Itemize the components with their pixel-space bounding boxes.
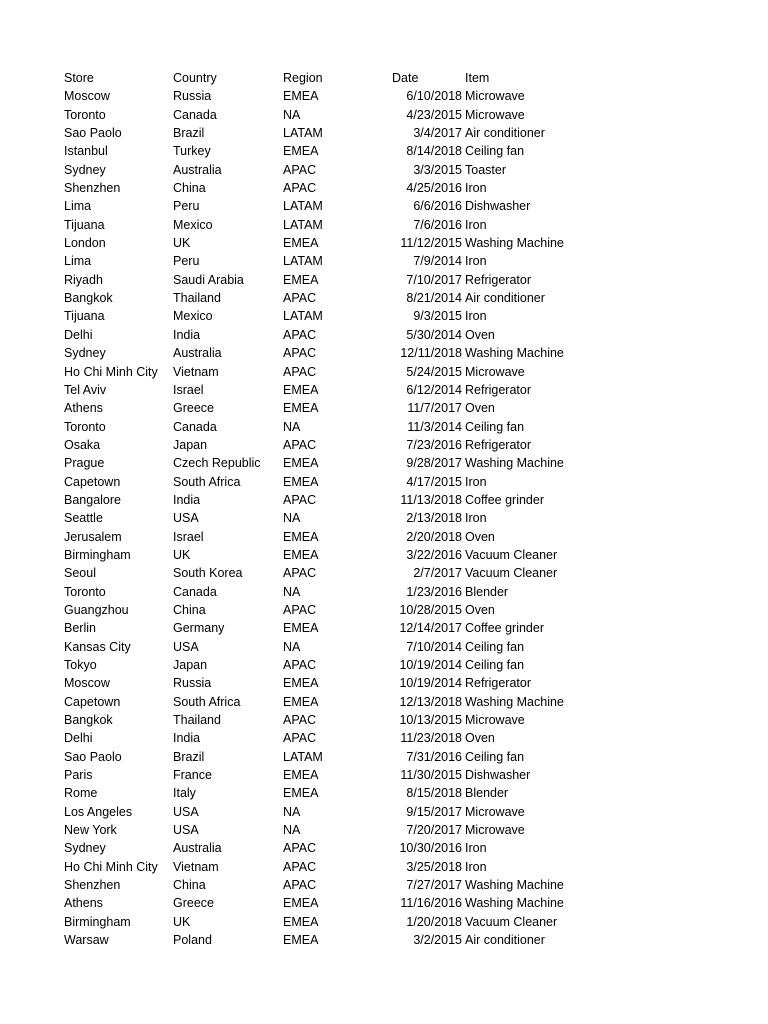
cell-date: 11/7/2017 [407,401,462,416]
cell-region: EMEA [283,529,319,544]
cell-item: Oven [465,529,495,544]
cell-item: Iron [465,859,487,874]
cell-date: 2/7/2017 [413,566,462,581]
cell-region: EMEA [283,89,319,104]
cell-region: EMEA [283,456,319,471]
cell-region: NA [283,584,301,599]
cell-date: 1/20/2018 [406,914,462,929]
cell-store: London [64,236,106,251]
cell-store: Ho Chi Minh City [64,364,158,379]
cell-store: Warsaw [64,933,109,948]
table-row [64,436,624,454]
cell-country: Russia [173,676,212,691]
cell-item: Refrigerator [465,437,531,452]
table-row [64,711,624,729]
cell-country: Israel [173,382,204,397]
cell-item: Microwave [465,713,525,728]
cell-region: NA [283,639,301,654]
cell-item: Iron [465,511,487,526]
cell-region: EMEA [283,933,319,948]
cell-store: Toronto [64,584,106,599]
table-row [64,106,624,124]
cell-item: Vacuum Cleaner [465,547,558,562]
table-row [64,307,624,325]
cell-region: LATAM [283,254,323,269]
cell-country: France [173,768,212,783]
cell-country: Greece [173,896,214,911]
cell-item: Microwave [465,823,525,838]
table-row [64,509,624,527]
table-row [64,344,624,362]
cell-date: 9/28/2017 [406,456,462,471]
cell-item: Washing Machine [465,236,564,251]
table-row [64,418,624,436]
cell-item: Microwave [465,89,525,104]
cell-region: EMEA [283,236,319,251]
header-date: Date [392,71,419,85]
cell-date: 7/23/2016 [406,437,462,452]
cell-country: India [173,492,201,507]
table-row [64,619,624,637]
cell-store: New York [64,823,117,838]
cell-date: 6/10/2018 [406,89,462,104]
cell-date: 3/3/2015 [413,162,462,177]
cell-item: Dishwasher [465,199,531,214]
cell-country: Poland [173,933,212,948]
cell-country: India [173,731,201,746]
cell-country: UK [173,547,191,562]
table-row [64,142,624,160]
cell-country: Mexico [173,217,213,232]
cell-country: China [173,602,206,617]
cell-region: EMEA [283,547,319,562]
cell-store: Toronto [64,419,106,434]
cell-item: Oven [465,401,495,416]
cell-store: Birmingham [64,547,131,562]
cell-store: Delhi [64,731,93,746]
table-row [64,656,624,674]
cell-item: Oven [465,327,495,342]
cell-country: Greece [173,401,214,416]
table-row [64,564,624,582]
cell-date: 2/13/2018 [406,511,462,526]
cell-store: Sydney [64,346,106,361]
cell-country: China [173,878,206,893]
header-country: Country [173,71,217,85]
cell-country: Turkey [173,144,211,159]
cell-region: EMEA [283,474,319,489]
cell-date: 11/23/2018 [400,731,462,746]
cell-region: LATAM [283,749,323,764]
cell-country: Australia [173,346,222,361]
cell-region: EMEA [283,144,319,159]
cell-store: Tel Aviv [64,382,107,397]
table-row [64,876,624,894]
cell-country: Russia [173,89,212,104]
sales-table [64,69,624,950]
cell-country: China [173,181,206,196]
cell-date: 8/14/2018 [406,144,462,159]
cell-date: 10/19/2014 [399,658,462,672]
cell-item: Vacuum Cleaner [465,566,558,581]
cell-region: APAC [283,841,317,856]
cell-date: 11/12/2015 [400,236,462,251]
table-row [64,583,624,601]
cell-date: 6/12/2014 [406,382,462,397]
cell-date: 4/17/2015 [406,474,462,489]
table-body [64,87,624,949]
cell-item: Ceiling fan [465,419,525,434]
cell-date: 7/10/2014 [406,639,462,654]
cell-country: Thailand [173,291,221,306]
cell-region: APAC [283,327,317,342]
cell-region: EMEA [283,676,319,691]
cell-date: 3/25/2018 [406,859,462,874]
table-row [64,381,624,399]
cell-store: Jerusalem [64,529,122,544]
cell-item: Microwave [465,107,525,122]
cell-item: Iron [465,841,487,856]
table-row [64,894,624,912]
cell-country: Brazil [173,126,205,141]
cell-country: South Africa [173,694,241,709]
cell-date: 4/25/2016 [406,181,462,196]
cell-region: APAC [283,162,317,177]
cell-country: Mexico [173,309,213,324]
cell-store: Moscow [64,676,110,691]
table-row [64,546,624,564]
cell-region: APAC [283,859,317,874]
cell-country: Peru [173,254,200,269]
cell-store: Bangalore [64,492,121,507]
cell-store: Tijuana [64,309,105,324]
cell-country: South Africa [173,474,241,489]
cell-item: Air conditioner [465,291,545,306]
header-item: Item [465,71,490,85]
table-row [64,784,624,802]
cell-item: Iron [465,474,487,489]
cell-item: Refrigerator [465,676,531,691]
cell-region: EMEA [283,272,319,287]
cell-store: Lima [64,254,92,269]
cell-store: Birmingham [64,914,131,929]
cell-store: Berlin [64,621,96,636]
cell-region: APAC [283,878,317,893]
cell-region: LATAM [283,217,323,232]
cell-store: Seoul [64,566,96,581]
cell-store: Athens [64,401,103,416]
cell-country: Vietnam [173,859,219,874]
cell-country: Australia [173,841,222,856]
cell-region: EMEA [283,786,319,801]
cell-store: Los Angeles [64,804,133,819]
cell-store: Riyadh [64,272,103,287]
cell-store: Sao Paolo [64,126,122,141]
cell-date: 7/10/2017 [406,272,462,287]
cell-country: Canada [173,107,217,122]
cell-store: Capetown [64,694,121,709]
cell-item: Oven [465,602,495,617]
cell-region: NA [283,419,301,434]
cell-region: APAC [283,602,317,617]
cell-date: 12/11/2018 [400,346,462,361]
cell-country: Canada [173,419,217,434]
cell-country: South Korea [173,566,243,581]
cell-date: 10/28/2015 [399,602,462,617]
cell-store: Paris [64,768,93,783]
cell-date: 11/16/2016 [400,896,462,911]
cell-store: Tokyo [64,658,97,672]
table-row [64,674,624,692]
cell-store: Shenzhen [64,181,121,196]
cell-store: Kansas City [64,639,131,654]
cell-region: LATAM [283,199,323,214]
cell-date: 10/30/2016 [399,841,462,856]
cell-region: APAC [283,658,317,672]
cell-region: LATAM [283,126,323,141]
cell-date: 3/2/2015 [413,933,462,948]
cell-region: LATAM [283,309,323,324]
cell-region: NA [283,511,301,526]
cell-date: 12/13/2018 [399,694,462,709]
cell-date: 3/22/2016 [406,547,462,562]
cell-country: Vietnam [173,364,219,379]
cell-region: APAC [283,346,317,361]
table-row [64,161,624,179]
table-row [64,473,624,491]
table-row [64,252,624,270]
cell-item: Toaster [465,162,506,177]
cell-store: Rome [64,786,98,801]
cell-country: Israel [173,529,204,544]
cell-region: APAC [283,181,317,196]
cell-date: 4/23/2015 [406,107,462,122]
header-region: Region [283,71,323,85]
table-row [64,179,624,197]
table-row [64,766,624,784]
cell-item: Air conditioner [465,126,545,141]
cell-item: Washing Machine [465,456,564,471]
table-row [64,87,624,105]
cell-item: Vacuum Cleaner [465,914,558,929]
cell-region: EMEA [283,382,319,397]
table-row [64,601,624,619]
cell-date: 6/6/2016 [413,199,462,214]
cell-item: Iron [465,217,487,232]
cell-store: Lima [64,199,92,214]
table-row [64,491,624,509]
table-row [64,216,624,234]
cell-item: Iron [465,181,487,196]
cell-country: Thailand [173,713,221,728]
cell-country: USA [173,804,199,819]
table-row [64,326,624,344]
cell-item: Ceiling fan [465,639,525,654]
cell-store: Delhi [64,327,93,342]
cell-country: Peru [173,199,200,214]
cell-item: Blender [465,786,509,801]
cell-item: Microwave [465,364,525,379]
cell-store: Bangkok [64,713,113,728]
cell-date: 5/24/2015 [406,364,462,379]
table-row [64,399,624,417]
cell-store: Capetown [64,474,121,489]
cell-country: Canada [173,584,217,599]
cell-store: Sao Paolo [64,749,122,764]
cell-store: Bangkok [64,291,113,306]
cell-date: 7/6/2016 [413,217,462,232]
table-row [64,289,624,307]
cell-country: Germany [173,621,225,636]
cell-store: Moscow [64,89,110,104]
cell-country: India [173,327,201,342]
cell-item: Air conditioner [465,933,545,948]
cell-date: 12/14/2017 [399,621,462,636]
cell-country: Australia [173,162,222,177]
cell-country: USA [173,511,199,526]
table-row [64,693,624,711]
cell-item: Dishwasher [465,768,531,783]
cell-item: Refrigerator [465,272,531,287]
table-row [64,821,624,839]
cell-country: Brazil [173,749,205,764]
cell-date: 10/13/2015 [399,713,462,728]
cell-date: 7/31/2016 [406,749,462,764]
cell-item: Ceiling fan [465,144,525,159]
cell-store: Tijuana [64,217,105,232]
cell-country: USA [173,823,199,838]
cell-store: Guangzhou [64,602,129,617]
cell-store: Istanbul [64,144,108,159]
table-row [64,197,624,215]
cell-store: Ho Chi Minh City [64,859,158,874]
header-store: Store [64,71,94,85]
cell-item: Washing Machine [465,878,564,893]
cell-region: APAC [283,437,317,452]
cell-date: 5/30/2014 [406,327,462,342]
cell-region: NA [283,804,301,819]
cell-country: Japan [173,437,208,452]
header-row [64,69,624,87]
cell-item: Blender [465,584,509,599]
cell-date: 3/4/2017 [413,126,462,141]
table-row [64,363,624,381]
cell-item: Ceiling fan [465,749,525,764]
cell-date: 8/21/2014 [406,291,462,306]
table-row [64,839,624,857]
cell-item: Coffee grinder [465,492,544,507]
cell-country: Italy [173,786,196,801]
cell-country: UK [173,236,191,251]
cell-store: Sydney [64,841,106,856]
table-row [64,454,624,472]
cell-region: EMEA [283,896,319,911]
cell-item: Refrigerator [465,382,531,397]
table-row [64,931,624,949]
table-row [64,858,624,876]
cell-store: Seattle [64,511,103,526]
cell-region: EMEA [283,914,319,929]
cell-store: Prague [64,456,105,471]
cell-region: EMEA [283,694,319,709]
table-row [64,729,624,747]
cell-item: Washing Machine [465,896,564,911]
cell-date: 7/27/2017 [406,878,462,893]
cell-item: Oven [465,731,495,746]
cell-region: APAC [283,731,317,746]
cell-region: EMEA [283,401,319,416]
table-row [64,271,624,289]
cell-region: APAC [283,291,317,306]
cell-region: APAC [283,566,317,581]
cell-region: NA [283,823,301,838]
cell-date: 7/20/2017 [406,823,462,838]
cell-date: 10/19/2014 [399,676,462,691]
cell-item: Iron [465,309,487,324]
cell-country: Saudi Arabia [173,272,244,287]
cell-item: Washing Machine [465,346,564,361]
cell-store: Athens [64,896,103,911]
table-row [64,748,624,766]
table-row [64,803,624,821]
cell-date: 7/9/2014 [413,254,462,269]
cell-item: Ceiling fan [465,658,525,672]
cell-country: Czech Republic [173,456,261,471]
cell-date: 9/15/2017 [406,804,462,819]
cell-region: NA [283,107,301,122]
table-row [64,234,624,252]
cell-date: 11/3/2014 [407,419,462,434]
cell-store: Toronto [64,107,106,122]
table-row [64,124,624,142]
cell-date: 8/15/2018 [406,786,462,801]
cell-store: Sydney [64,162,106,177]
cell-date: 2/20/2018 [406,529,462,544]
cell-date: 11/30/2015 [400,768,462,783]
table-row [64,913,624,931]
cell-item: Washing Machine [465,694,564,709]
cell-country: UK [173,914,191,929]
cell-region: EMEA [283,768,319,783]
cell-date: 9/3/2015 [413,309,462,324]
cell-country: USA [173,639,199,654]
cell-region: APAC [283,492,317,507]
cell-item: Coffee grinder [465,621,544,636]
table-row [64,638,624,656]
cell-country: Japan [173,658,208,672]
cell-region: EMEA [283,621,319,636]
cell-store: Osaka [64,437,101,452]
cell-store: Shenzhen [64,878,121,893]
cell-date: 1/23/2016 [406,584,462,599]
cell-item: Microwave [465,804,525,819]
cell-region: APAC [283,713,317,728]
cell-item: Iron [465,254,487,269]
cell-date: 11/13/2018 [400,492,462,507]
table-row [64,528,624,546]
cell-region: APAC [283,364,317,379]
